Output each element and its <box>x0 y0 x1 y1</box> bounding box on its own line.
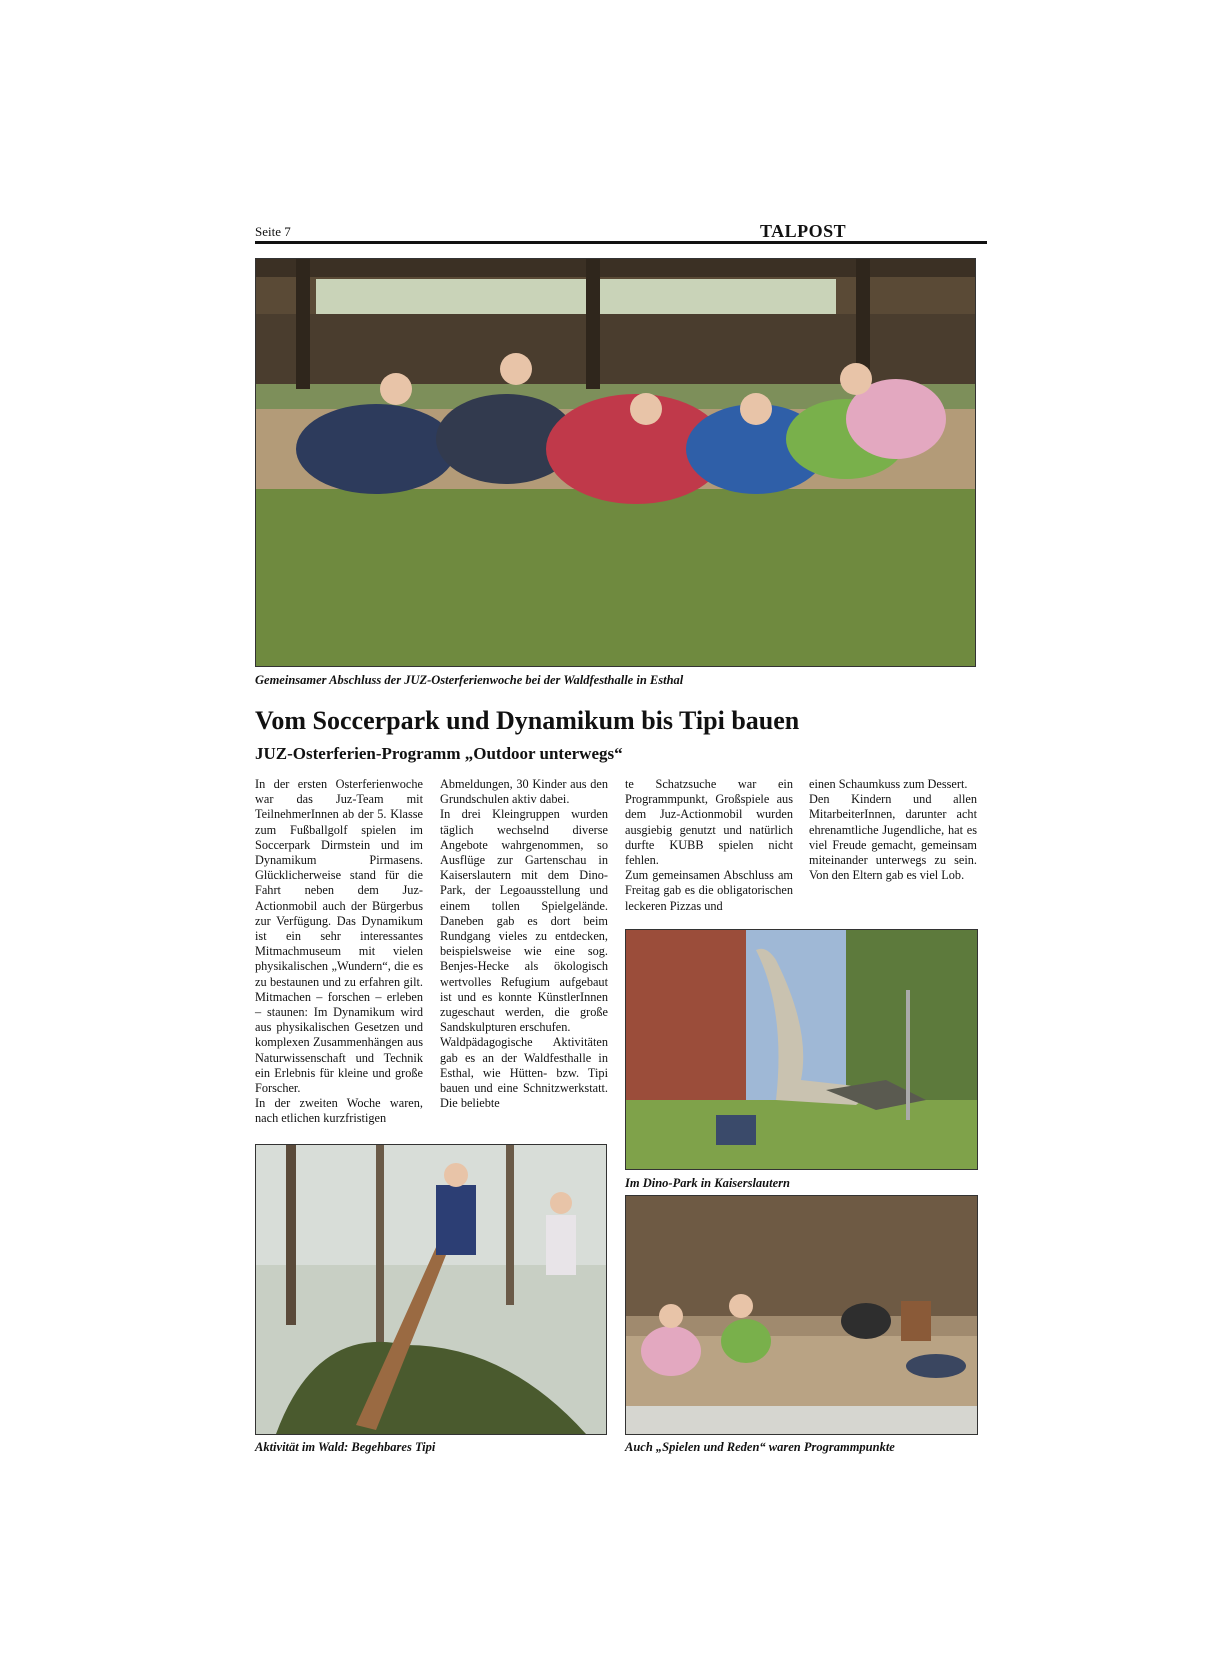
article-column-2 <box>440 777 608 1111</box>
group-photo <box>255 258 976 667</box>
article-subheadline: JUZ-Osterferien-Programm „Outdoor unterwegs“ <box>255 744 623 763</box>
stage-photo <box>625 1195 978 1435</box>
dino-park-photo-caption: Im Dino-Park in Kaiserslautern <box>625 1176 790 1190</box>
paragraph: te Schatzsuche war ein Programmpunkt, Großspiele aus dem Juz-Actionmobil wurden ausgiebig genutzt und natürlich durfte KUBB spielen nicht fehlen. <box>625 777 793 868</box>
paragraph: Den Kindern und allen MitarbeiterInnen, darunter acht ehrenamtliche Jugendliche, hat es viel Freude gemacht, gemeinsam miteinander unterwegs zu sein. Von den Eltern gab es viel Lob. <box>809 792 977 883</box>
paragraph: In der ersten Osterferienwoche war das Juz-Team mit TeilnehmerInnen ab der 5. Klasse zum Fußballgolf spielen im Soccerpark Dirmstein und im Dynamikum Pirmasens. Glücklicherweise stand für die Fahrt neben dem Juz-Actionmobil auch der Bürgerbus zur Verfügung. Das Dynamikum ist ein sehr interessantes Mitmachmuseum mit vielen physikalischen „Wundern“, die es zu bestaunen und zu erfahren gilt. Mitmachen – forschen – erleben – staunen: Im Dynamikum wird aus physikalischen Gesetzen und komplexen Zusammenhängen aus Naturwissenschaft und Technik ein Erlebnis für kleine und große Forscher. <box>255 777 423 1096</box>
paragraph: In der zweiten Woche waren, nach etlichen kurzfristigen <box>255 1096 423 1126</box>
paragraph: Waldpädagogische Aktivitäten gab es an der Waldfesthalle in Esthal, wie Hütten- bzw. Tipi bauen und eine Schnitzwerkstatt. Die beliebte <box>440 1035 608 1111</box>
paragraph: einen Schaumkuss zum Dessert. <box>809 777 968 791</box>
article-headline: Vom Soccerpark und Dynamikum bis Tipi bauen <box>255 706 800 735</box>
article-column-4 <box>809 777 977 883</box>
paragraph: In drei Kleingruppen wurden täglich wechselnd diverse Angebote wahrgenommen, so Ausflüge zur Gartenschau in Kaiserslautern mit dem Dino-Park, der Legoausstellung und einem tollen Spielgelände. Daneben gab es dort beim Rundgang vieles zu entdecken, beispielsweise wie eine sog. Benjes-Hecke als ökologisch wertvolles Refugium aufgebaut ist und es konnte KünstlerInnen zugeschaut werden, die große Sandskulpturen erschufen. <box>440 807 608 1035</box>
article-column-3 <box>625 777 793 914</box>
paragraph: Zum gemeinsamen Abschluss am Freitag gab es die obligatorischen leckeren Pizzas und <box>625 868 793 913</box>
page-number: Seite 7 <box>255 224 291 239</box>
stage-photo-caption: Auch „Spielen und Reden“ waren Programmpunkte <box>625 1440 895 1454</box>
article-column-1 <box>255 777 423 1127</box>
dino-park-photo <box>625 929 978 1170</box>
running-head <box>255 221 987 241</box>
paragraph: Abmeldungen, 30 Kinder aus den Grundschulen aktiv dabei. <box>440 777 608 807</box>
group-photo-caption: Gemeinsamer Abschluss der JUZ-Osterferienwoche bei der Waldfesthalle in Esthal <box>255 673 684 687</box>
publication-title: TALPOST <box>760 221 847 241</box>
tipi-photo <box>255 1144 607 1435</box>
header-rule <box>255 241 987 244</box>
tipi-photo-caption: Aktivität im Wald: Begehbares Tipi <box>255 1440 436 1454</box>
